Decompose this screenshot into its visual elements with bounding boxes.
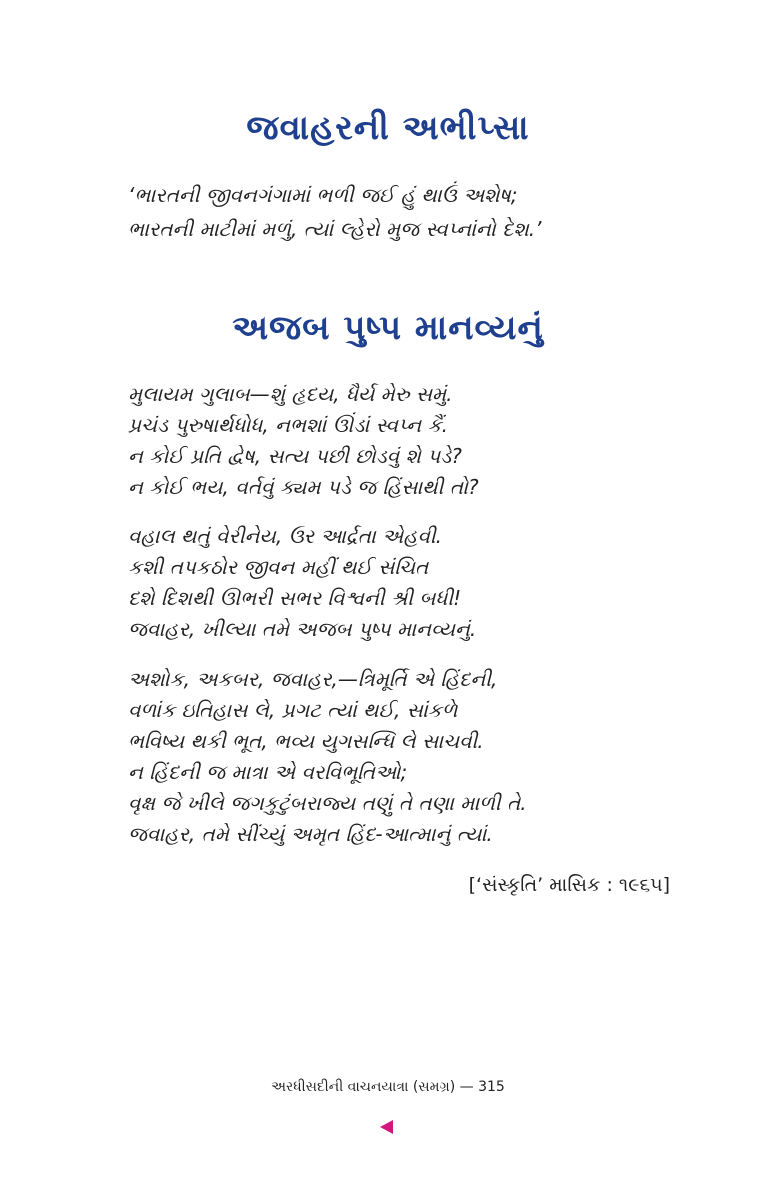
poem-line: કશી તપકઠોર જીવન મહીં થઈ સંચિત (128, 555, 429, 579)
poem-line: ભારતની માટીમાં મળું, ત્યાં લ્હેરો મુજ સ્વપ્નાંનો દેશ.’ (128, 217, 542, 241)
epigraph-stanza (128, 178, 688, 246)
poem-line: ભવિષ્ય થકી ભૂત, ભવ્ય યુગસન્ધિ લે સાચવી. (128, 729, 484, 753)
page-footer: અરધીસદીની વાચનયાત્રા (સમગ્ર) — 315 (271, 1079, 505, 1095)
stanza-3 (128, 664, 688, 850)
poem-line: અશોક, અકબર, જવાહર,—ત્રિમૂર્તિ એ હિંદની, (128, 667, 498, 691)
poem-line: પ્રચંડ પુરુષાર્થધોધ, નભશાં ઊંડાં સ્વપ્ન કૈં. (128, 413, 449, 437)
poem-line: જવાહર, ખીલ્યા તમે અજબ પુષ્પ માનવ્યનું. (128, 617, 477, 641)
poem-title-ajab-pushp: અજબ પુષ્પ માનવ્યનું (232, 308, 544, 348)
poem-title-javaharni-abhipsa: જવાહરની અભીપ્સા (246, 108, 530, 148)
poem-line: ન હિંદની જ માત્રા એ વરવિભૂતિઓ; (128, 760, 408, 784)
poem-line: મુલાયમ ગુલાબ—શું હૃદય, ધૈર્ય મેરુ સમું. (128, 382, 453, 406)
poem-line: વહાલ થતું વેરીનેય, ઉર આર્દ્રતા એહવી. (128, 524, 442, 548)
poem-line: ન કોઈ ભય, વર્તવું ક્યમ પડે જ હિંસાથી તો? (128, 475, 479, 499)
poem-line: વૃક્ષ જે ખીલે જગકુટુંબરાજ્ય તણું તે તણા માળી તે. (128, 791, 527, 815)
poem-line: ‘ભારતની જીવનગંગામાં ભળી જઈ હું થાઉં અશેષ; (128, 183, 518, 207)
poem-line: ન કોઈ પ્રતિ દ્વેષ, સત્ય પછી છોડવું શે પડે? (128, 444, 462, 468)
source-citation: [‘સંસ્કૃતિ’ માસિક : ૧૯૬૫] (468, 874, 670, 896)
stanza-1 (128, 379, 688, 503)
poem-line: જવાહર, તમે સીંચ્યું અમૃત હિંદ-આત્માનું ત્યાં. (128, 822, 493, 846)
stanza-2 (128, 521, 688, 645)
poem-line: વળાંક ઇતિહાસ લે, પ્રગટ ત્યાં થઈ, સાંકળે (128, 698, 458, 722)
poem-line: દશે દિશથી ઊભરી સભર વિશ્વની શ્રી બધી! (128, 586, 462, 610)
left-triangle-icon[interactable] (380, 1120, 393, 1134)
